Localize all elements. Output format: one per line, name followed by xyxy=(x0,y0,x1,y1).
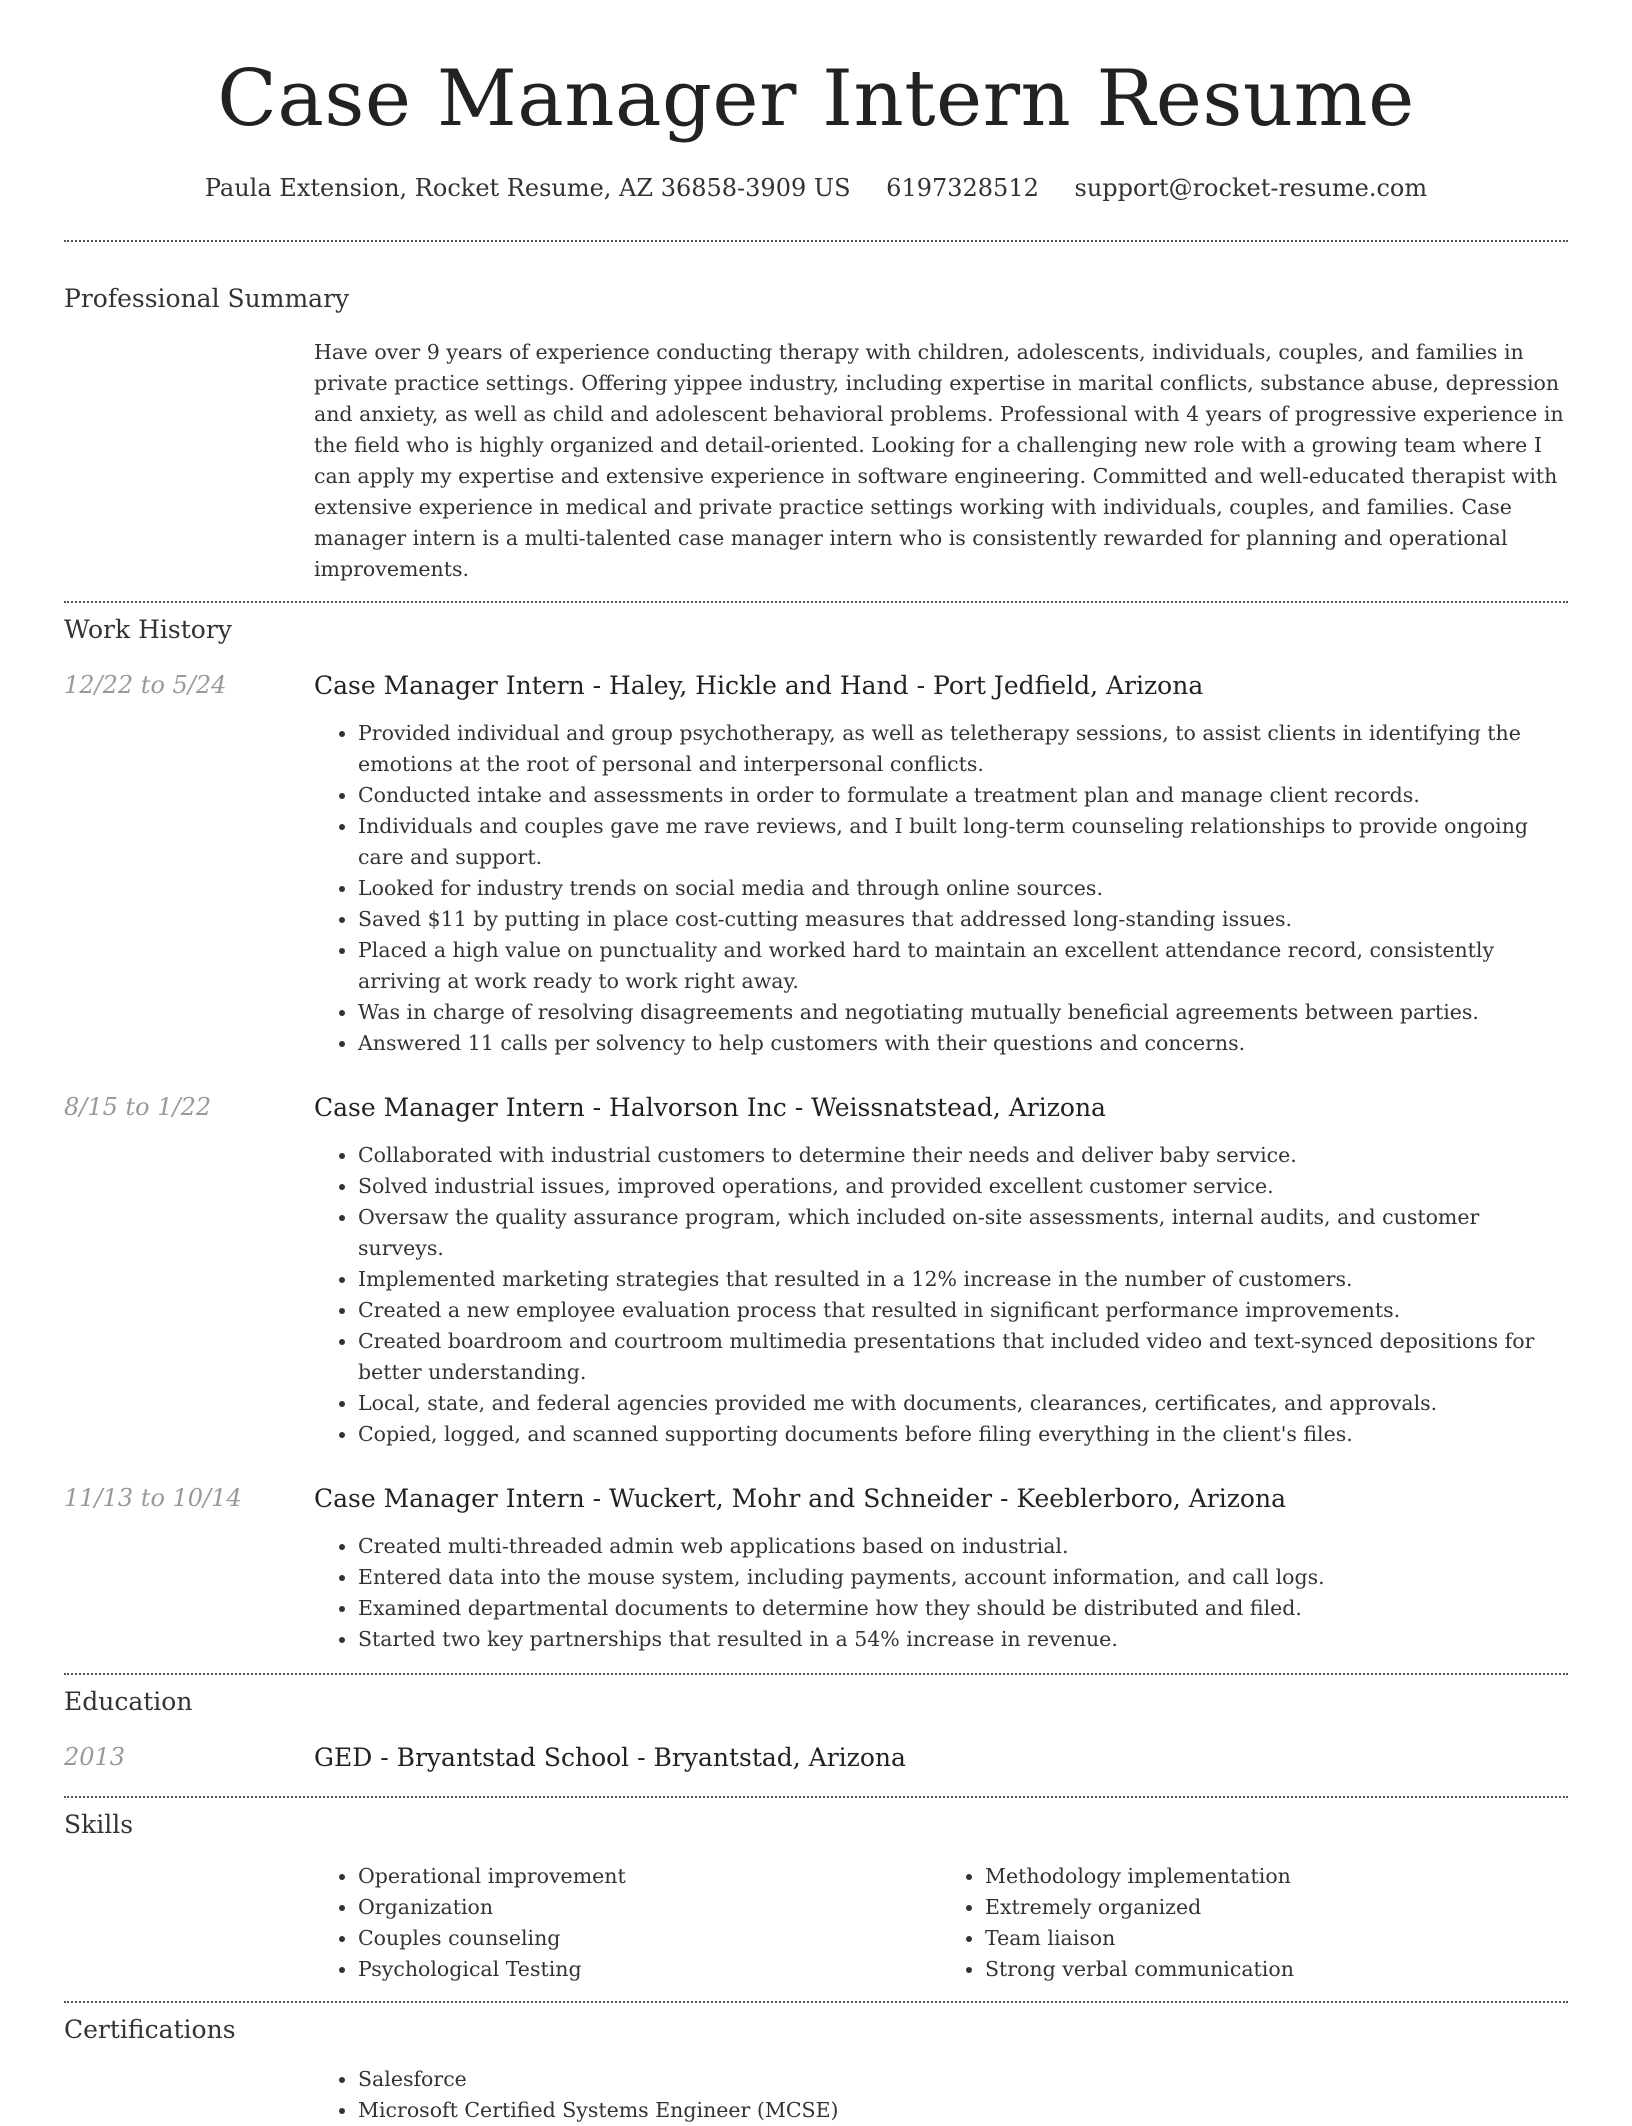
job-dates: 12/22 to 5/24 xyxy=(64,671,227,699)
job-bullet: • Individuals and couples gave me rave reviews, and I built long-term counseling relationships to provide ongoing care and support. xyxy=(358,811,1568,873)
divider xyxy=(64,1796,1568,1798)
divider xyxy=(64,601,1568,603)
job-dates: 11/13 to 10/14 xyxy=(64,1484,242,1512)
job-bullets xyxy=(314,718,1568,1059)
skill-item: • Organization xyxy=(358,1892,941,1923)
job-bullet: • Placed a high value on punctuality and worked hard to maintain an excellent attendance record, consistently arriving at work ready to work right away. xyxy=(358,935,1568,997)
section-title-summary: Professional Summary xyxy=(64,284,350,313)
skills-grid xyxy=(314,1861,1568,1985)
job-bullet: • Entered data into the mouse system, including payments, account information, and call logs. xyxy=(358,1562,1568,1593)
skill-item: • Extremely organized xyxy=(985,1892,1568,1923)
divider xyxy=(64,240,1568,242)
job-bullet: • Answered 11 calls per solvency to help customers with their questions and concerns. xyxy=(358,1028,1568,1059)
certification-item: • Microsoft Certified Systems Engineer (MCSE) xyxy=(358,2095,1568,2126)
job-bullets xyxy=(314,1140,1568,1450)
education-year: 2013 xyxy=(64,1743,126,1771)
skill-item: • Methodology implementation xyxy=(985,1861,1568,1892)
contact-address: Paula Extension, Rocket Resume, AZ 36858-3909 US xyxy=(204,174,851,202)
certifications-list xyxy=(314,2064,1568,2126)
skill-item: • Team liaison xyxy=(985,1923,1568,1954)
section-title-education: Education xyxy=(64,1687,193,1716)
job-bullets xyxy=(314,1531,1568,1655)
job-title: Case Manager Intern - Wuckert, Mohr and Schneider - Keeblerboro, Arizona xyxy=(314,1484,1286,1513)
job-title: Case Manager Intern - Halvorson Inc - Weissnatstead, Arizona xyxy=(314,1093,1106,1122)
job-bullet: • Was in charge of resolving disagreements and negotiating mutually beneficial agreements between parties. xyxy=(358,997,1568,1028)
job-bullet: • Collaborated with industrial customers to determine their needs and deliver baby service. xyxy=(358,1140,1568,1171)
summary-row xyxy=(64,337,1568,585)
job-body xyxy=(314,671,1568,1059)
job-bullet: • Implemented marketing strategies that resulted in a 12% increase in the number of customers. xyxy=(358,1264,1568,1295)
job-entry xyxy=(64,1484,1568,1655)
job-entry xyxy=(64,671,1568,1059)
contact-email: support@rocket-resume.com xyxy=(1074,174,1428,202)
contact-phone: 6197328512 xyxy=(886,174,1039,202)
summary-body xyxy=(314,337,1568,585)
job-bullet: • Local, state, and federal agencies provided me with documents, clearances, certificates, and approvals. xyxy=(358,1388,1568,1419)
skill-item: • Operational improvement xyxy=(358,1861,941,1892)
job-title: Case Manager Intern - Haley, Hickle and Hand - Port Jedfield, Arizona xyxy=(314,671,1204,700)
divider xyxy=(64,2001,1568,2003)
contact-line xyxy=(64,174,1568,202)
certification-item: • Salesforce xyxy=(358,2064,1568,2095)
resume-page xyxy=(64,0,1568,2126)
job-bullet: • Copied, logged, and scanned supporting documents before filing everything in the client's files. xyxy=(358,1419,1568,1450)
skill-item: • Couples counseling xyxy=(358,1923,941,1954)
skills-list-right xyxy=(941,1861,1568,1985)
job-entry xyxy=(64,1093,1568,1450)
skills-row xyxy=(64,1861,1568,1985)
job-bullet: • Created multi-threaded admin web applications based on industrial. xyxy=(358,1531,1568,1562)
job-bullet: • Started two key partnerships that resulted in a 54% increase in revenue. xyxy=(358,1624,1568,1655)
job-bullet: • Conducted intake and assessments in order to formulate a treatment plan and manage client records. xyxy=(358,780,1568,811)
job-bullet: • Provided individual and group psychotherapy, as well as teletherapy sessions, to assist clients in identifying the emotions at the root of personal and interpersonal conflicts. xyxy=(358,718,1568,780)
job-bullet: • Created boardroom and courtroom multimedia presentations that included video and text-synced depositions for better understanding. xyxy=(358,1326,1568,1388)
certifications-row xyxy=(64,2064,1568,2126)
job-body xyxy=(314,1093,1568,1450)
skills-list-left xyxy=(314,1861,941,1985)
job-bullet: • Solved industrial issues, improved operations, and provided excellent customer service. xyxy=(358,1171,1568,1202)
education-entry xyxy=(64,1743,1568,1772)
job-bullet: • Examined departmental documents to determine how they should be distributed and filed. xyxy=(358,1593,1568,1624)
job-dates: 8/15 to 1/22 xyxy=(64,1093,212,1121)
education-detail: GED - Bryantstad School - Bryantstad, Arizona xyxy=(314,1743,906,1772)
job-bullet: • Oversaw the quality assurance program, which included on-site assessments, internal audits, and customer surveys. xyxy=(358,1202,1568,1264)
section-title-certifications: Certifications xyxy=(64,2015,236,2044)
job-bullet: • Created a new employee evaluation process that resulted in significant performance improvements. xyxy=(358,1295,1568,1326)
job-body xyxy=(314,1484,1568,1655)
section-title-skills: Skills xyxy=(64,1810,134,1839)
divider xyxy=(64,1673,1568,1675)
skill-item: • Strong verbal communication xyxy=(985,1954,1568,1985)
certifications-body xyxy=(314,2064,1568,2126)
section-title-work-history: Work History xyxy=(64,615,232,644)
job-bullet: • Looked for industry trends on social media and through online sources. xyxy=(358,873,1568,904)
resume-title: Case Manager Intern Resume xyxy=(217,54,1415,144)
skill-item: • Psychological Testing xyxy=(358,1954,941,1985)
job-bullet: • Saved $11 by putting in place cost-cutting measures that addressed long-standing issues. xyxy=(358,904,1568,935)
summary-text: Have over 9 years of experience conducting therapy with children, adolescents, individuals, couples, and families in private practice settings. Offering yippee industry, including expertise in marital conflicts, substance abuse, depression and anxiety, as well as child and adolescent behavioral problems. Professional with 4 years of progressive experience in the field who is highly organized and detail-oriented. Looking for a challenging new role with a growing team where I can apply my expertise and extensive experience in software engineering. Committed and well-educated therapist with extensive experience in medical and private practice settings working with individuals, couples, and families. Case manager intern is a multi-talented case manager intern who is consistently rewarded for planning and operational improvements. xyxy=(314,340,1564,581)
